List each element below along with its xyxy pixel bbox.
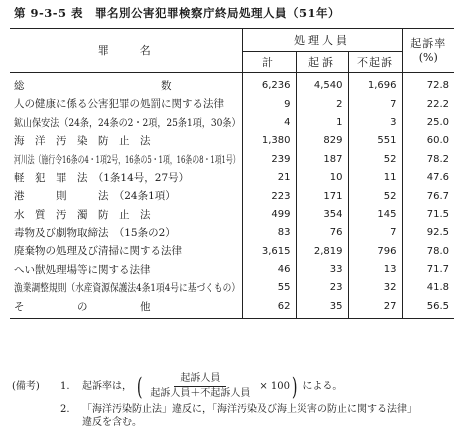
row-prosecuted: 35: [296, 298, 348, 319]
row-total: 62: [242, 298, 296, 319]
row-rate: 56.5: [402, 298, 454, 319]
note-2: [12, 405, 456, 415]
note-1-number: 1.: [60, 380, 70, 392]
row-prosecuted: 33: [296, 261, 348, 279]
fraction-numerator: 起訴人員: [174, 374, 226, 387]
row-total: 499: [242, 206, 296, 224]
row-prosecuted: 2: [296, 95, 348, 113]
header-processed: 処理人員: [242, 29, 402, 52]
row-prosecuted: 187: [296, 151, 348, 169]
row-rate: 60.0: [402, 132, 454, 150]
row-total: 1,380: [242, 132, 296, 150]
table-title: 第 9-3-5 表 罪名別公害犯罪検察庁終局処理人員（51年）: [14, 6, 341, 20]
row-rate: 71.7: [402, 261, 454, 279]
header-prosecuted: 起訴: [296, 52, 348, 73]
row-not-prosecuted: 13: [348, 261, 402, 279]
row-not-prosecuted: 32: [348, 279, 402, 297]
row-not-prosecuted: 11: [348, 169, 402, 187]
table-row: [10, 261, 454, 279]
row-not-prosecuted: 145: [348, 206, 402, 224]
row-name: 水 質 汚 濁 防 止 法: [14, 208, 151, 221]
row-total: 55: [242, 279, 296, 297]
row-total: 21: [242, 169, 296, 187]
row-name: 毒物及び劇物取締法 （15条の2）: [14, 227, 176, 240]
formula-multiplier: × 100: [259, 380, 291, 392]
header-rate: [402, 29, 454, 73]
row-rate: 25.0: [402, 114, 454, 132]
row-name: 人の健康に係る公害犯罪の処罰に関する法律: [14, 98, 224, 111]
row-prosecuted: 171: [296, 187, 348, 205]
row-name: 河川法（施行令16条の4・1項2号，16条の5・1項，16条の8・1項1号）: [14, 153, 240, 166]
note-1-suffix: による。: [302, 380, 343, 392]
row-prosecuted: 354: [296, 206, 348, 224]
header-total: 計: [242, 52, 296, 73]
table-row: [10, 95, 454, 113]
row-rate: 41.8: [402, 279, 454, 297]
table-row: [10, 243, 454, 261]
row-name: 港 則 法 （24条1項）: [14, 190, 176, 203]
table-row: [10, 206, 454, 224]
table-row: [10, 279, 454, 297]
row-name: そ の 他: [10, 298, 242, 319]
row-not-prosecuted: 551: [348, 132, 402, 150]
row-rate: 76.7: [402, 187, 454, 205]
header-name: 罪 名: [10, 29, 242, 73]
row-prosecuted: 23: [296, 279, 348, 297]
header-rate-label: 起訴率: [410, 37, 447, 50]
row-rate: 78.0: [402, 243, 454, 261]
row-rate: 72.8: [402, 73, 454, 96]
row-prosecuted: 829: [296, 132, 348, 150]
note-2-text: 「海洋汚染防止法」違反に，「海洋汚染及び海上災害の防止に関する法律」: [82, 404, 417, 415]
table-row: [10, 298, 454, 319]
fraction: [144, 374, 256, 399]
row-rate: 22.2: [402, 95, 454, 113]
open-paren: (: [136, 372, 143, 401]
row-name: 廃棄物の処理及び清掃に関する法律: [14, 245, 182, 258]
row-not-prosecuted: 7: [348, 95, 402, 113]
fraction-denominator: 起訴人員＋不起訴人員: [150, 388, 251, 399]
row-not-prosecuted: 52: [348, 187, 402, 205]
row-name: 総 数: [14, 79, 172, 92]
table-row: [10, 73, 454, 96]
table-row: [10, 169, 454, 187]
note-2-continuation: 違反を含む。: [82, 417, 142, 428]
row-name: 漁業調整規則（水産資源保護法4条1項4号に基づくもの）: [14, 282, 241, 295]
note-2-number: 2.: [60, 404, 70, 415]
row-name: 軽 犯 罪 法 （1条14号，27号）: [14, 171, 190, 184]
row-rate: 78.2: [402, 151, 454, 169]
row-total: 9: [242, 95, 296, 113]
notes-label: (備考): [12, 380, 40, 392]
note-1: [12, 374, 456, 399]
row-name: へい獣処理場等に関する法律: [14, 263, 151, 276]
row-not-prosecuted: 3: [348, 114, 402, 132]
row-prosecuted: 10: [296, 169, 348, 187]
notes: [12, 374, 456, 428]
table-row: [10, 224, 454, 242]
row-total: 83: [242, 224, 296, 242]
note-1-prefix: 起訴率は，: [82, 380, 132, 392]
row-rate: 47.6: [402, 169, 454, 187]
row-name: 海 洋 汚 染 防 止 法: [14, 135, 151, 148]
table-row: [10, 151, 454, 169]
table-row: [10, 187, 454, 205]
row-total: 239: [242, 151, 296, 169]
row-rate: 71.5: [402, 206, 454, 224]
row-rate: 92.5: [402, 224, 454, 242]
row-prosecuted: 1: [296, 114, 348, 132]
row-total: 6,236: [242, 73, 296, 96]
rate-formula: [135, 374, 299, 399]
row-total: 46: [242, 261, 296, 279]
row-total: 3,615: [242, 243, 296, 261]
row-not-prosecuted: 1,696: [348, 73, 402, 96]
table-row: [10, 132, 454, 150]
header-not-prosecuted: 不起訴: [348, 52, 402, 73]
row-not-prosecuted: 52: [348, 151, 402, 169]
data-table: [10, 28, 454, 319]
header-rate-unit: (%): [418, 51, 438, 64]
row-prosecuted: 76: [296, 224, 348, 242]
row-name: 鉱山保安法（24条，24条の2・2項，25条1項，30条）: [14, 116, 241, 129]
row-not-prosecuted: 796: [348, 243, 402, 261]
row-prosecuted: 4,540: [296, 73, 348, 96]
table-row: [10, 114, 454, 132]
row-not-prosecuted: 7: [348, 224, 402, 242]
row-prosecuted: 2,819: [296, 243, 348, 261]
row-total: 4: [242, 114, 296, 132]
close-paren: ): [291, 372, 298, 401]
row-not-prosecuted: 27: [348, 298, 402, 319]
row-total: 223: [242, 187, 296, 205]
